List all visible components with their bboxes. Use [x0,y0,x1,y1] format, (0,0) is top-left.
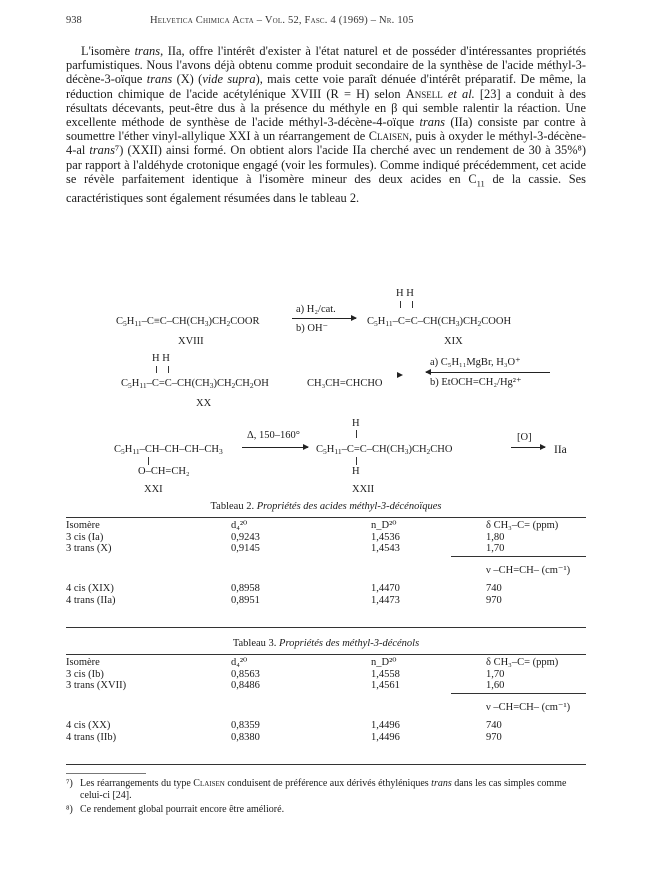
column-header: δ CH₃–C= (ppm) [486,657,559,668]
footnote-text: Ce rendement global pourrait encore être amélioré. [80,804,285,815]
subscript: 11 [476,178,485,189]
caption-label: Tableau 2. [210,501,257,512]
table-cell: 1,4496 [371,720,400,731]
text-run: (X) ( [172,72,203,87]
table-row [66,595,586,607]
table-cell: 3 trans (XVII) [66,680,127,691]
table-cell: 4 trans (IIb) [66,731,117,743]
table-cell: 4 cis (XIX) [66,583,114,594]
rule [451,693,586,694]
column-header: ν –CH=CH– (cm⁻¹) [486,702,571,713]
table-cell: 0,8563 [231,668,260,680]
compound-label-xxii: XXII [352,484,375,495]
arrow4-reagent-top: [O] [517,432,532,443]
column-header: Isomère [66,520,100,531]
bond-line [412,301,413,308]
text-run-italic: et al. [442,86,475,101]
table-cell: 0,8951 [231,594,260,606]
table-cell: 740 [486,720,502,731]
rule [66,627,586,628]
rule [451,556,586,557]
h-label: H [352,466,360,477]
column-header: d₄²⁰ [231,657,248,668]
table-row [66,532,586,544]
column-header: ν –CH=CH– (cm⁻¹) [486,565,571,576]
text-run: , IIa, offre l'intérêt d'exister à l'état naturel et de posséder d'intéressantes propriétés parfumistiques. Nous l'avons déjà obtenu comme produit secondaire de la synthèse de l'acide méthyl-3-décène-3-oïque [66,44,586,87]
table-cell: 0,8486 [231,680,260,691]
arrow1-reagent-top: a) H₂/cat. [296,304,336,315]
rule [66,517,586,518]
arrow2-reagent-top: a) C₅H₁₁MgBr, H₃O⁺ [430,357,521,368]
paragraph [66,44,586,205]
table-cell: 0,8958 [231,583,260,594]
table-subheader-row [66,555,586,577]
table-cell: 3 trans (X) [66,543,112,554]
h-label: H [352,418,360,429]
text-run: conduisent de préférence aux dérivés éthyléniques [224,778,432,789]
compound-label-xix: XIX [444,336,463,347]
running-title: Helvetica Chimica Acta – Vol. 52, Fasc. 4 (1969) – Nr. 105 [150,15,414,26]
footnote-rule [66,773,146,774]
table3 [66,657,586,743]
table-row [66,732,586,744]
text-run: de la cassie. Ses caractéristiques sont également résumées dans le tableau 2. [66,171,586,205]
author-name: Claisen [368,129,409,144]
text-run: Les réarrangements du type [80,778,194,789]
compound-label-xx: XX [196,398,212,409]
rule [66,764,586,765]
reaction-arrow-reverse [426,372,550,373]
table-cell: 1,4561 [371,680,400,691]
text-run: dans les cas simples comme celui-ci [24]. [80,778,567,801]
table-cell: 1,80 [486,531,505,543]
product-label: IIa [554,444,567,456]
column-header: d₄²⁰ [231,520,248,531]
reaction-arrow [242,447,308,448]
caption-label: Tableau 3. [232,638,280,649]
column-header: Isomère [66,657,100,668]
table-cell: 1,4536 [371,531,400,543]
table-header-row [66,520,586,532]
table-cell: 0,8359 [231,720,260,731]
author-name: Claisen [193,778,225,789]
text-run: ⁷) (XXII) ainsi formé. On obtient alors l'acide IIa cherché avec un rendement de 30 à 35%⁸) par rapport à l'aldéhyde crotonique engagé (voir les formules). Comme indiqué précédemment, cet acide se révèle parfaitement identique à l'isomère mineur des deux acides en C [66,143,586,186]
table-cell: 1,4543 [371,543,400,554]
rule [66,654,586,655]
arrow2-reagent-bottom: b) EtOCH=CH₂/Hg²⁺ [430,377,522,388]
table-cell: 1,4496 [371,731,400,743]
table2-caption [66,501,586,512]
bond-line [356,430,357,438]
compound-xix-formula: $C_5H_{11}-C=C-CH(CH_3)CH_2COOH$ [367,316,512,328]
text-run-italic: trans [146,72,173,87]
table-header-row [66,657,586,669]
caption-title: Propriétés des méthyl-3-décénols [279,638,420,649]
table-row [66,543,586,555]
table-cell: 1,4473 [371,594,400,606]
body-text [66,44,586,205]
column-header: n_D²⁰ [371,657,397,668]
page-number: 938 [66,15,82,26]
reaction-arrow [511,447,545,448]
text-run: [23] a conduit à des résultats décevants, peut-être dus à la présence du méthyle en β qui semble ralentir la réaction. Une excellente méthode de synthèse de l'acide méthyl-3-décène-4-oïque [66,86,586,130]
author-name: Ansell [405,86,443,101]
column-header: n_D²⁰ [371,520,397,531]
table-cell: 1,70 [486,543,505,554]
compound-label-xxi: XXI [144,484,163,495]
crotonaldehyde: CH₃CH=CHCHO [307,378,383,389]
table-row [66,669,586,681]
hh-label: H H [152,353,170,364]
footnote-7 [66,778,586,804]
table-cell: 1,4470 [371,583,400,594]
table-cell: 970 [486,594,502,606]
reaction-arrow [292,318,356,319]
footnote-text [80,778,580,802]
text-run: , puis à oxyder le méthyl-3-décène-4-al [66,129,587,158]
text-run: L'isomère [81,44,135,58]
compound-xxi-formula: $C_5H_{11}-CH-CH-CH-CH_3$ [114,444,223,456]
text-run-italic: trans [419,115,445,130]
bond-line [156,366,157,373]
table-row [66,714,586,732]
table-row [66,680,586,692]
text-run: ), mais cette voie paraît dénuée d'intérêt préparatif. De même, la réduction chimique de l'acide acétylénique XVIII (R = H) selon [66,72,587,101]
arrow1-reagent-bottom: b) OH⁻ [296,323,329,334]
table-cell: 4 trans (IIa) [66,594,116,606]
compound-xxii-formula: $C_5H_{11}-C=C-CH(CH_3)CH_2CHO$ [316,444,453,456]
bond-line [148,457,149,465]
footnote-marker: ⁷) [66,778,73,789]
text-run-italic: trans [89,143,115,158]
table-cell: 4 cis (XX) [66,720,111,731]
text-run-italic: trans [431,778,452,789]
footnote-marker: ⁸) [66,804,73,815]
table2 [66,520,586,606]
table-cell: 970 [486,731,502,743]
table-cell: 3 cis (Ia) [66,531,104,543]
compound-xviii-formula: $C_5H_{11}-C\equiv C-CH(CH_3)CH_2COOR$ [116,316,260,328]
bond-line [168,366,169,373]
table-cell: 0,9243 [231,531,260,543]
table-cell: 740 [486,583,502,594]
o-vinyl-group: O–CH=CH₂ [138,466,190,477]
table-row [66,577,586,595]
table-cell: 3 cis (Ib) [66,668,104,680]
text-run-italic: vide supra [202,72,256,87]
text-run: (IIa) consiste par contre à soumettre l'éther vinyl-allylique XXI à un réarrangement de [66,115,586,144]
compound-label-xviii: XVIII [178,336,204,347]
column-header: δ CH₃–C= (ppm) [486,520,559,531]
table-cell: 1,70 [486,668,505,680]
hh-label: H H [396,288,414,299]
bond-line [356,457,357,465]
table-subheader-row [66,692,586,714]
footnote-8 [66,804,586,818]
caption-title: Propriétés des acides méthyl-3-décénoïques [256,501,442,512]
table-cell: 1,60 [486,680,505,691]
table3-caption [66,638,586,649]
compound-xx-formula: $C_5H_{11}-C=C-CH(CH_3)CH_2CH_2OH$ [121,378,269,390]
bond-line [400,301,401,308]
text-run-italic: trans [134,44,161,58]
table-cell: 0,8380 [231,731,260,743]
table-cell: 0,9145 [231,543,260,554]
arrow3-reagent-top: Δ, 150–160° [247,430,300,441]
table-cell: 1,4558 [371,668,400,680]
